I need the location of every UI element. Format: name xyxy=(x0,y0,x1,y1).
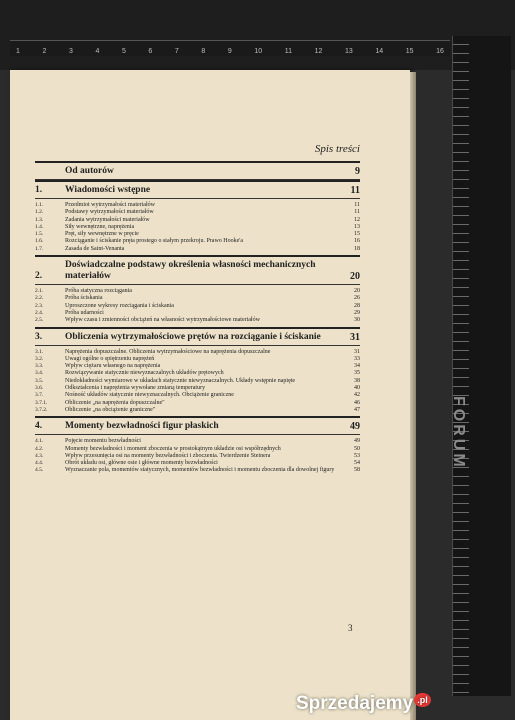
toc-title: Spis treści xyxy=(314,143,360,155)
entry-page: 54 xyxy=(354,460,360,467)
ruler-number: 2 xyxy=(42,48,47,55)
entry-page: 31 xyxy=(354,348,360,355)
toc-entry xyxy=(35,370,360,377)
section-page: 31 xyxy=(350,331,360,343)
entry-text: Niedokładności wymiarowe w układach statycznie niewyznaczalnych. Układy wstępnie napięte xyxy=(65,377,296,384)
entry-text: Pręt, siły wewnętrzne w pręcie xyxy=(65,231,139,238)
entry-number: 1.4. xyxy=(35,223,44,230)
entry-page: 11 xyxy=(354,202,360,208)
toc-entry xyxy=(35,224,360,231)
toc-entry xyxy=(35,467,360,474)
section-items xyxy=(35,199,360,255)
entry-page: 26 xyxy=(354,295,360,302)
entry-page: 38 xyxy=(354,377,360,384)
toc-entry xyxy=(35,392,360,399)
entry-number: 3.4. xyxy=(35,370,44,377)
entry-text: Próba ściskania xyxy=(65,295,103,302)
entry-text: Uwagi ogólne o spiętrzeniu naprężeń xyxy=(65,355,155,362)
photo-backdrop xyxy=(0,0,515,70)
entry-text: Obliczenie „na obciążenie graniczne" xyxy=(65,406,156,413)
entry-number: 3.7.1. xyxy=(35,399,48,406)
ruler-number: 12 xyxy=(314,48,323,55)
entry-text: Próba statyczna rozciągania xyxy=(65,288,132,295)
toc-section xyxy=(35,416,360,476)
entry-text: Wpływ ciężaru własnego na naprężenia xyxy=(65,363,161,370)
toc-entry xyxy=(35,446,360,453)
entry-page: 46 xyxy=(354,399,360,406)
entry-page: 50 xyxy=(354,445,360,452)
toc-entry xyxy=(35,238,360,245)
section-title: Obliczenia wytrzymałościowe prętów na rozciąganie i ściskanie xyxy=(65,331,321,342)
side-ruler xyxy=(452,36,511,696)
entry-page: 58 xyxy=(354,467,360,474)
entry-text: Siły wewnętrzne, naprężenia xyxy=(65,223,135,230)
ruler-brand-label: FORUM xyxy=(450,396,467,470)
toc-entry xyxy=(35,317,360,324)
entry-text: Odkształcenia i naprężenia wywołane zmianą temperatury xyxy=(65,385,206,392)
section-items xyxy=(35,346,360,417)
entry-number: 4.4. xyxy=(35,460,44,467)
entry-page: 42 xyxy=(354,392,360,399)
ruler-number: 1 xyxy=(16,48,20,55)
section-heading xyxy=(35,182,360,198)
ruler-number: 6 xyxy=(148,48,153,55)
entry-page: 13 xyxy=(354,223,360,230)
ruler-number: 10 xyxy=(254,48,263,55)
entry-page: 11 xyxy=(354,209,360,216)
toc-entry xyxy=(35,310,360,317)
entry-number: 4.3. xyxy=(35,452,44,459)
entry-text: Przedmiot wytrzymałości materiałów xyxy=(65,202,155,208)
entry-number: 1.2. xyxy=(35,209,44,216)
watermark-logo xyxy=(296,693,431,715)
entry-number: 3.3. xyxy=(35,363,44,370)
section-title: Od autorów xyxy=(65,166,114,176)
toc-entry xyxy=(35,363,360,370)
ruler-number: 14 xyxy=(375,48,384,55)
toc-entry xyxy=(35,349,360,356)
toc-entry xyxy=(35,295,360,302)
toc-entry xyxy=(35,209,360,216)
entry-page: 28 xyxy=(354,302,360,309)
section-page: 49 xyxy=(350,421,360,433)
section-title: Wiadomości wstępne xyxy=(65,185,151,195)
toc-entry xyxy=(35,453,360,460)
ruler-number: 7 xyxy=(174,48,179,55)
entry-number: 2.3. xyxy=(35,302,44,309)
section-items xyxy=(35,435,360,476)
entry-text: Wpływ przesunięcia osi na momenty bezwładności i zboczenia. Twierdzenie Steinera xyxy=(65,452,271,459)
section-number: 4. xyxy=(35,421,43,432)
ruler-number: 13 xyxy=(344,48,353,55)
toc-body xyxy=(35,161,360,477)
toc-entry xyxy=(35,231,360,238)
entry-text: Podstawy wytrzymałości materiałów xyxy=(65,209,154,216)
entry-number: 2.5. xyxy=(35,317,44,324)
toc-section xyxy=(35,161,360,180)
entry-text: Nośność układów statycznie niewyznaczalnych. Obciążenie graniczne xyxy=(65,392,234,399)
entry-text: Wpływ czasu i zmienności obciążeń na własności wytrzymałościowe materiałów xyxy=(65,317,260,324)
ruler-ticks xyxy=(453,36,469,696)
toc-entry xyxy=(35,438,360,445)
entry-page: 20 xyxy=(354,288,360,295)
ruler-number: 4 xyxy=(95,48,100,55)
section-title: Doświadczalne podstawy określenia własności mechanicznych materiałów xyxy=(65,260,316,282)
ruler-number: 11 xyxy=(284,48,293,55)
entry-number: 1.7. xyxy=(35,245,44,252)
top-ruler xyxy=(10,40,450,56)
entry-number: 2.2. xyxy=(35,295,44,302)
ruler-number: 15 xyxy=(405,48,414,55)
entry-text: Próba udarności xyxy=(65,309,104,316)
table-of-contents xyxy=(35,143,360,477)
toc-entry xyxy=(35,288,360,295)
entry-page: 40 xyxy=(354,385,360,392)
ruler-number: 8 xyxy=(201,48,206,55)
entry-number: 4.5. xyxy=(35,467,44,474)
entry-number: 4.1. xyxy=(35,438,44,445)
entry-text: Rozciąganie i ściskanie pręta prostego o stałym przekroju. Prawo Hooke'a xyxy=(65,238,244,245)
entry-page: 29 xyxy=(354,309,360,316)
entry-number: 1.5. xyxy=(35,231,44,238)
ruler-number: 3 xyxy=(68,48,73,55)
entry-page: 18 xyxy=(354,245,360,252)
toc-section xyxy=(35,255,360,326)
toc-entry xyxy=(35,407,360,414)
entry-number: 1.3. xyxy=(35,216,44,223)
section-page: 11 xyxy=(350,185,360,196)
entry-page: 33 xyxy=(354,355,360,362)
toc-entry xyxy=(35,385,360,392)
entry-number: 3.1. xyxy=(35,348,44,355)
toc-section xyxy=(35,327,360,417)
toc-entry xyxy=(35,378,360,385)
entry-page: 35 xyxy=(354,370,360,377)
toc-entry xyxy=(35,202,360,209)
toc-entry xyxy=(35,303,360,310)
section-title: Momenty bezwładności figur płaskich xyxy=(65,421,219,432)
entry-page: 34 xyxy=(354,363,360,370)
entry-page: 47 xyxy=(354,406,360,413)
entry-number: 3.7. xyxy=(35,392,44,399)
entry-text: Zadania wytrzymałości materiałów xyxy=(65,216,150,223)
toc-entry xyxy=(35,356,360,363)
entry-text: Wyznaczanie pola, momentów statycznych, momentów bezwładności i momentu zboczenia dla dowolnej figury xyxy=(65,467,335,474)
ruler-number: 9 xyxy=(227,48,232,55)
entry-text: Naprężenia dopuszczalne. Obliczenia wytrzymałościowe na naprężenia dopuszczalne xyxy=(65,348,271,355)
entry-text: Obrót układu osi, główne osie i główne momenty bezwładności xyxy=(65,460,218,467)
section-page: 20 xyxy=(350,271,360,283)
toc-section xyxy=(35,180,360,255)
entry-text: Zasada de Saint-Venanta xyxy=(65,245,125,252)
toc-entry xyxy=(35,217,360,224)
section-items xyxy=(35,285,360,326)
entry-number: 2.1. xyxy=(35,288,44,295)
ruler-number: 16 xyxy=(436,48,444,55)
entry-number: 1.1. xyxy=(35,202,44,208)
toc-entry xyxy=(35,400,360,407)
entry-text: Momenty bezwładności i moment zboczenia w prostokątnym układzie osi współrzędnych xyxy=(65,445,281,452)
ruler-number: 5 xyxy=(121,48,126,55)
entry-page: 16 xyxy=(354,238,360,245)
toc-entry xyxy=(35,246,360,253)
page-edge-shadow xyxy=(410,72,416,720)
section-number: 3. xyxy=(35,331,43,342)
section-heading xyxy=(35,418,360,434)
page-number: 3 xyxy=(348,623,353,633)
watermark-suffix: .pl xyxy=(414,693,431,707)
section-heading xyxy=(35,329,360,345)
entry-number: 3.5. xyxy=(35,377,44,384)
entry-page: 53 xyxy=(354,452,360,459)
section-number: 2. xyxy=(35,271,43,282)
entry-number: 2.4. xyxy=(35,309,44,316)
entry-text: Rozwiązywanie statycznie niewyznaczalnych układów prętowych xyxy=(65,370,224,377)
section-page: 9 xyxy=(355,166,360,177)
entry-text: Uproszczone wykresy rozciągania i ściskania xyxy=(65,302,174,309)
entry-number: 3.7.2. xyxy=(35,406,48,413)
entry-page: 49 xyxy=(354,438,360,445)
entry-page: 30 xyxy=(354,317,360,324)
section-heading xyxy=(35,257,360,284)
section-number: 1. xyxy=(35,185,43,195)
section-heading xyxy=(35,163,360,179)
watermark-text: Sprzedajemy xyxy=(296,693,414,714)
entry-page: 12 xyxy=(354,216,360,223)
entry-page: 15 xyxy=(354,231,360,238)
entry-text: Obliczenie „na naprężenia dopuszczalne" xyxy=(65,399,165,406)
entry-number: 1.6. xyxy=(35,238,44,245)
entry-number: 3.6. xyxy=(35,385,44,392)
entry-number: 4.2. xyxy=(35,445,44,452)
entry-number: 3.2. xyxy=(35,355,44,362)
entry-text: Pojęcie momentu bezwładności xyxy=(65,438,141,445)
